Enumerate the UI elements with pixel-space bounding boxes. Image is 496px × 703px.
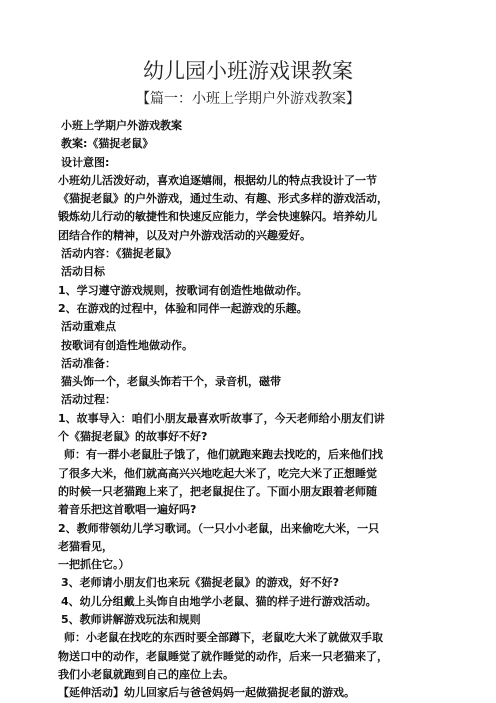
body-line: 活动重难点 [61, 320, 116, 334]
document-subtitle: 【篇一：小班上学期户外游戏教案】 [136, 91, 360, 107]
body-line: 师：有一群小老鼠肚子饿了，他们就跑来跑去找吃的，后来他们找 [64, 448, 383, 462]
document-body [58, 117, 448, 703]
body-line: 小班幼儿活泼好动，喜欢追逐嬉闹，根据幼儿的特点我设计了一节 [58, 173, 377, 187]
body-line: 小班上学期户外游戏教案 [61, 119, 182, 132]
body-line: 《猫捉老鼠》的户外游戏，通过生动、有趣、形式多样的游戏活动， [58, 192, 388, 206]
body-line: 1、学习遵守游戏规则，按歌词有创造性地做动作。 [58, 283, 308, 297]
body-line: 一把抓住它。） [58, 558, 130, 572]
body-line: 3、老师请小朋友们也来玩《猫捉老鼠》的游戏，好不好? [61, 576, 340, 590]
body-line: 着音乐把这首歌唱一遍好吗? [58, 503, 197, 517]
body-line: 教案:《猫捉老鼠》 [61, 137, 154, 151]
body-line: 2、教师带领幼儿学习歌词。（一只小小老鼠，出来偷吃大米，一只 [58, 521, 380, 535]
body-line: 5、教师讲解游戏玩法和规则 [61, 613, 201, 627]
body-line: 活动过程： [61, 393, 116, 407]
body-line: 【延伸活动】幼儿回家后与爸爸妈妈一起做猫捉老鼠的游戏。 [58, 686, 355, 700]
body-line: 活动准备： [61, 356, 116, 370]
body-line: 物送口中的动作，老鼠睡觉了就作睡觉的动作，后来一只老猫来了， [58, 649, 388, 663]
body-line: 个《猫捉老鼠》的故事好不好? [58, 430, 208, 444]
body-line: 活动目标 [61, 265, 105, 279]
document-title: 幼儿园小班游戏课教案 [143, 59, 353, 83]
body-line: 老猫看见， [58, 539, 113, 553]
body-line: 我们小老鼠就跑到自己的座位上去。 [58, 667, 234, 681]
body-line: 2、在游戏的过程中，体验和同伴一起游戏的乐趣。 [58, 301, 308, 315]
body-line: 按歌词有创造性地做动作。 [61, 338, 193, 352]
body-line: 设计意图: [61, 155, 110, 169]
body-line: 的时候一只老猫跑上来了，把老鼠捉住了。下面小朋友跟着老师随 [58, 484, 377, 498]
body-line: 师：小老鼠在找吃的东西时要全部蹲下，老鼠吃大米了就做双手取 [64, 631, 383, 645]
body-line: 4、幼儿分组戴上头饰自由地学小老鼠、猫的样子进行游戏活动。 [61, 594, 377, 608]
body-line: 活动内容：《猫捉老鼠》 [61, 247, 177, 261]
body-line: 团结合作的精神，以及对户外游戏活动的兴趣爱好。 [58, 228, 311, 242]
body-line: 1、故事导入：咱们小朋友最喜欢听故事了，今天老师给小朋友们讲 [58, 411, 385, 425]
body-line: 猫头饰一个，老鼠头饰若干个，录音机，磁带 [61, 375, 281, 389]
body-line: 锻炼幼儿行动的敏捷性和快速反应能力，学会快速躲闪。培养幼儿 [58, 210, 377, 224]
body-line: 了很多大米，他们就高高兴兴地吃起大米了，吃完大米了正想睡觉 [58, 466, 377, 480]
